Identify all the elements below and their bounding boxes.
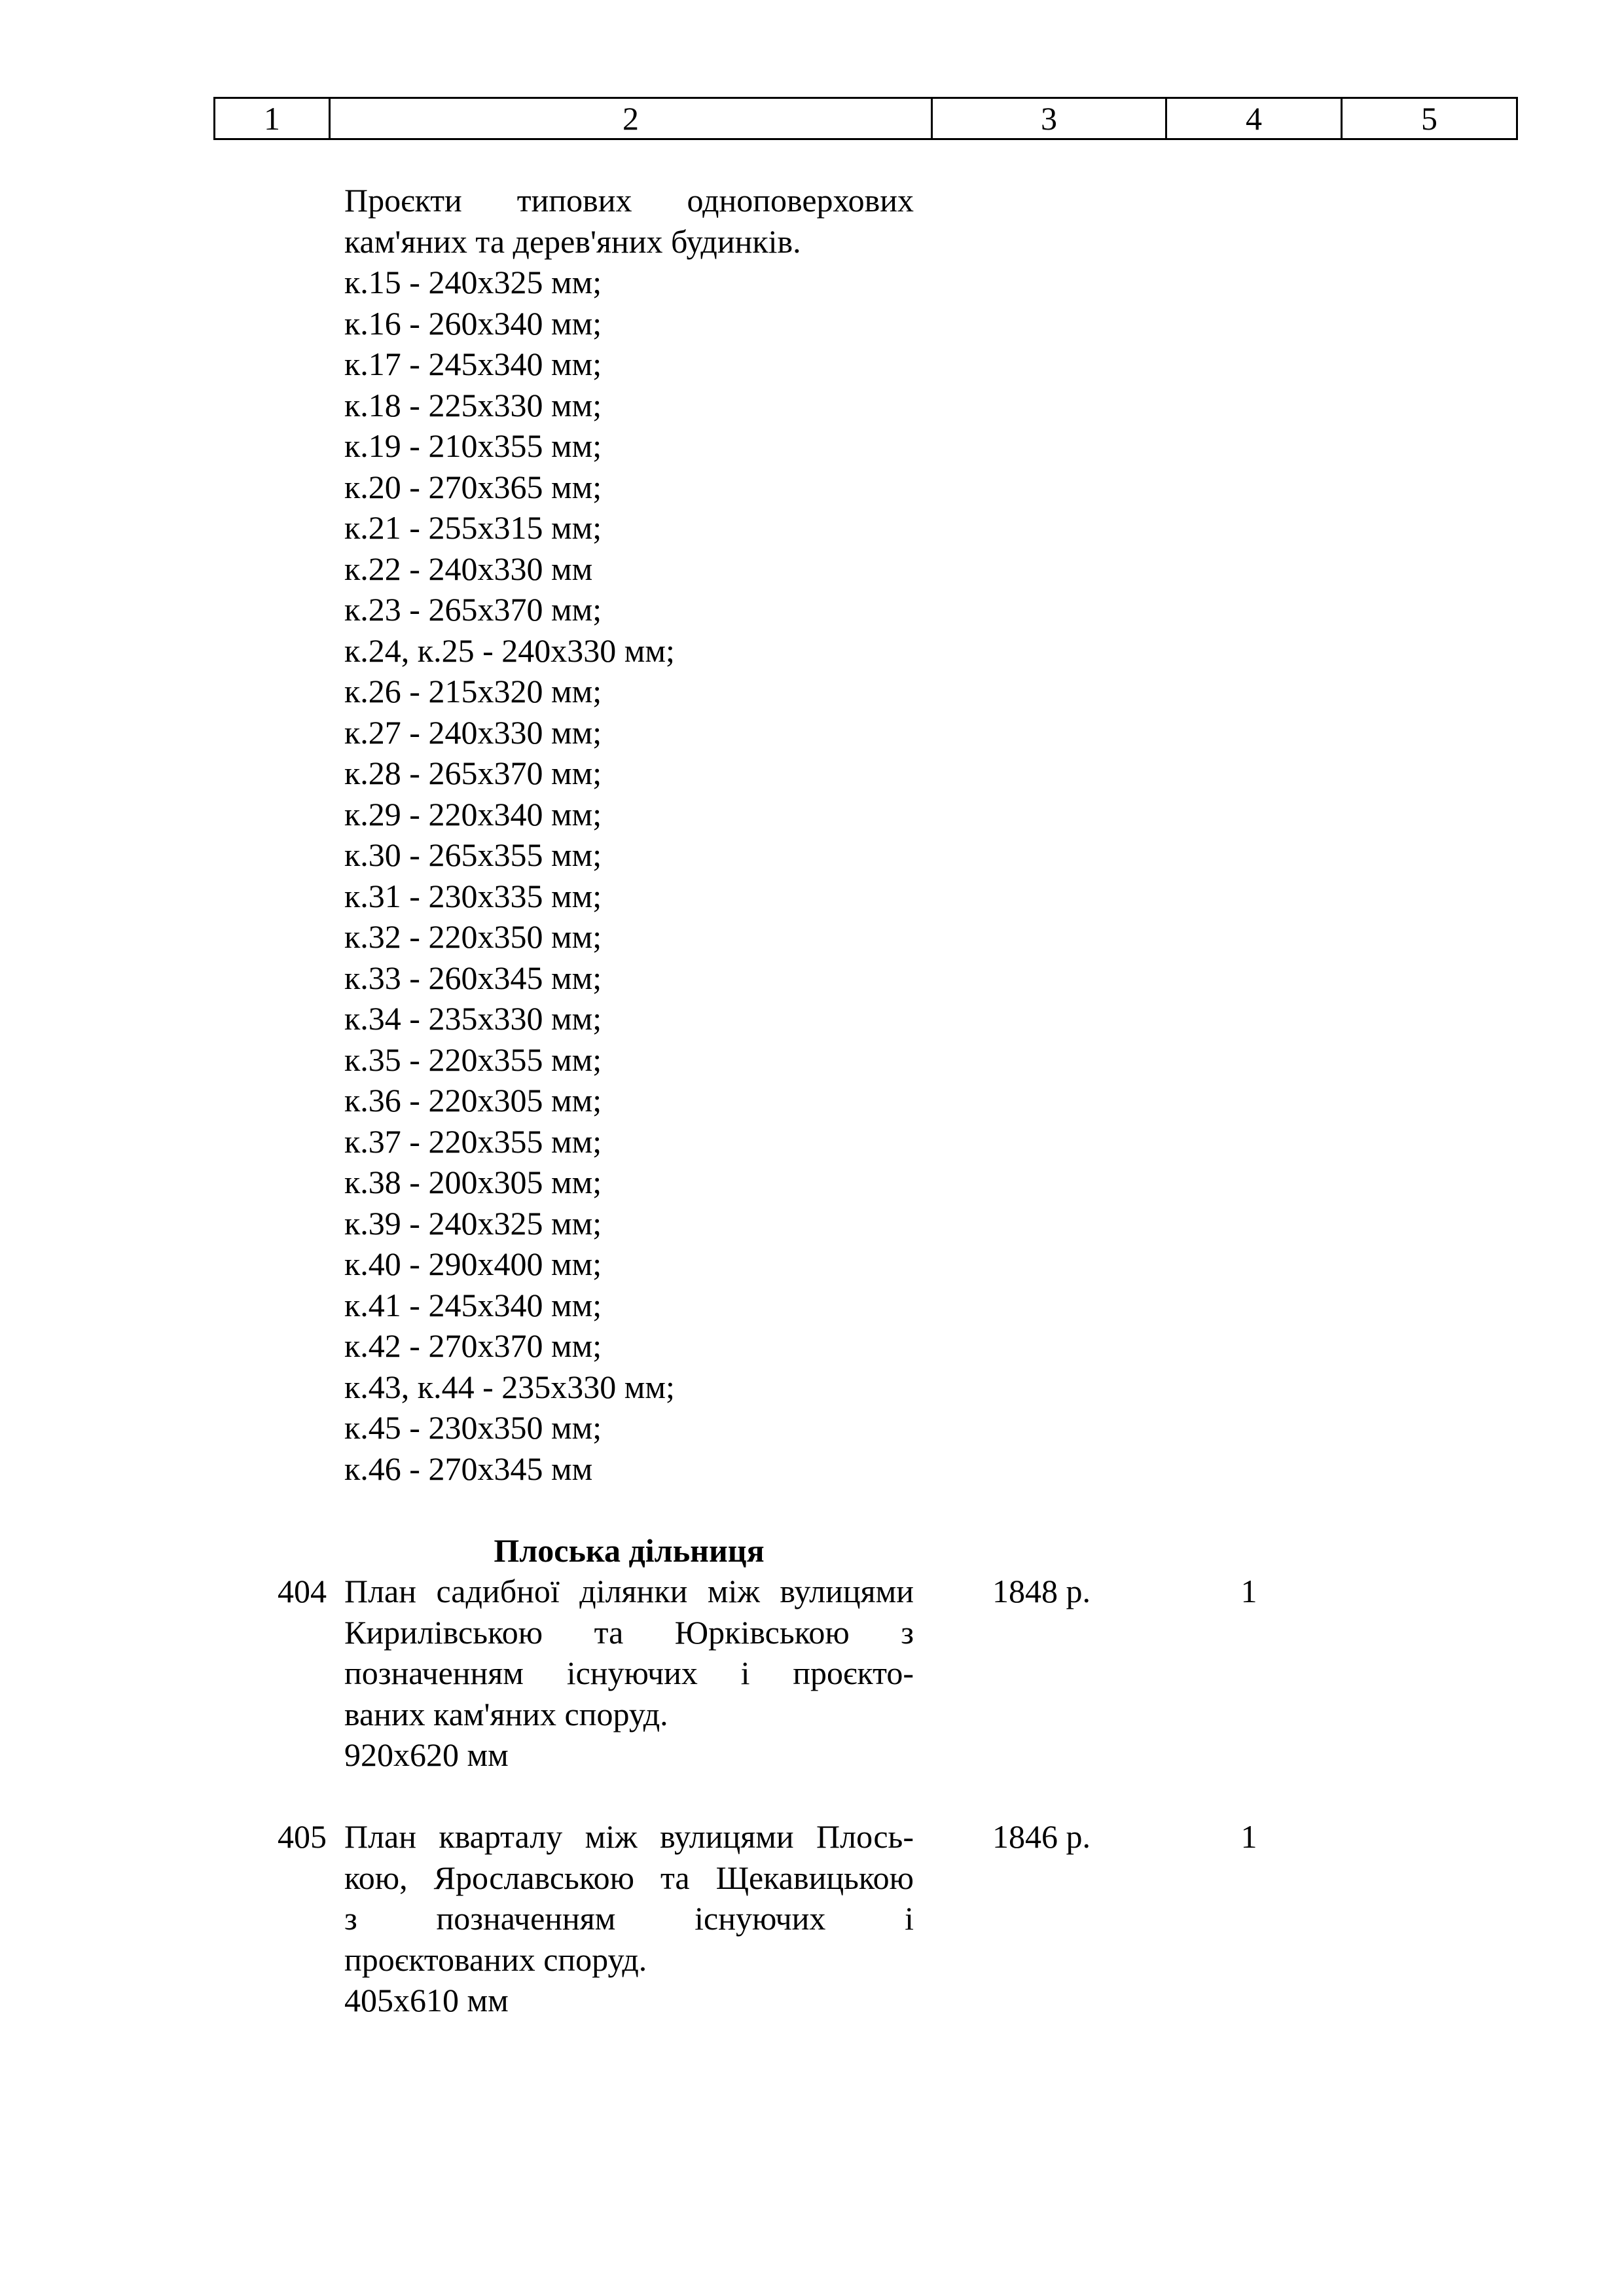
entry-quantity: 1 [1240,1573,1257,1609]
entry-number: 405 [278,1818,327,1855]
project-description [344,180,914,1489]
description-line: кам'яних та дерев'яних будинків. [344,223,801,260]
entry-description [344,1816,914,2021]
entry-size: 920х620 мм [344,1736,509,1773]
sheet-item: к.41 - 245х340 мм; [344,1286,602,1323]
sheet-item: к.45 - 230х350 мм; [344,1409,602,1446]
entry-date: 1848 р. [992,1573,1091,1609]
sheet-item: к.22 - 240х330 мм [344,550,593,587]
entry-line: Кирилівською та Юрківською з [344,1613,914,1651]
entry-line: кою, Ярославською та Щекавицькою [344,1859,914,1896]
sheet-item: к.37 - 220х355 мм; [344,1122,602,1160]
entry-line: ваних кам'яних споруд. [344,1695,668,1732]
sheet-item: к.35 - 220х355 мм; [344,1041,602,1078]
sheet-item: к.23 - 265х370 мм; [344,591,602,628]
entry-quantity: 1 [1240,1818,1257,1855]
sheet-item: к.43, к.44 - 235х330 мм; [344,1368,675,1405]
sheet-item: к.15 - 240х325 мм; [344,264,602,300]
sheet-item: к.29 - 220х340 мм; [344,795,602,833]
sheet-item: к.46 - 270х345 мм [344,1450,593,1487]
sheet-item: к.28 - 265х370 мм; [344,755,602,791]
entry-number: 404 [278,1573,327,1609]
sheet-item: к.36 - 220х305 мм; [344,1082,602,1119]
column-number-4: 4 [1166,98,1342,139]
column-number-5: 5 [1342,98,1517,139]
column-number-header [213,97,1518,140]
section-heading: Плоська дільниця [494,1532,765,1569]
sheet-list [344,262,914,1489]
entry-date: 1846 р. [992,1818,1091,1855]
sheet-item: к.24, к.25 - 240х330 мм; [344,632,675,669]
sheet-item: к.18 - 225х330 мм; [344,386,602,423]
header-row [215,98,1517,139]
sheet-item: к.21 - 255х315 мм; [344,509,602,546]
entry-line: позначенням існуючих і проєкто- [344,1655,914,1691]
entry-line: План кварталу між вулицями Плось- [344,1818,914,1855]
sheet-item: к.32 - 220х350 мм; [344,918,602,955]
sheet-item: к.16 - 260х340 мм; [344,304,602,342]
sheet-item: к.34 - 235х330 мм; [344,1000,602,1037]
sheet-item: к.26 - 215х320 мм; [344,673,602,709]
column-number-3: 3 [932,98,1166,139]
entry-description [344,1571,914,1776]
sheet-item: к.30 - 265х355 мм; [344,836,602,873]
sheet-item: к.27 - 240х330 мм; [344,713,602,751]
sheet-item: к.17 - 245х340 мм; [344,346,602,382]
entry-line: проєктованих споруд. [344,1941,647,1978]
entry-size: 405х610 мм [344,1982,509,2018]
sheet-item: к.40 - 290х400 мм; [344,1246,602,1282]
sheet-item: к.19 - 210х355 мм; [344,427,602,464]
entry-line: План садибної ділянки між вулицями [344,1573,914,1609]
sheet-item: к.33 - 260х345 мм; [344,959,602,996]
sheet-item: к.38 - 200х305 мм; [344,1164,602,1200]
column-number-1: 1 [215,98,330,139]
description-line: Проєкти типових одноповерхових [344,182,914,219]
entry-line: з позначенням існуючих і [344,1900,914,1937]
column-number-2: 2 [330,98,932,139]
sheet-item: к.42 - 270х370 мм; [344,1327,602,1364]
sheet-item: к.39 - 240х325 мм; [344,1204,602,1242]
sheet-item: к.31 - 230х335 мм; [344,877,602,914]
sheet-item: к.20 - 270х365 мм; [344,468,602,505]
